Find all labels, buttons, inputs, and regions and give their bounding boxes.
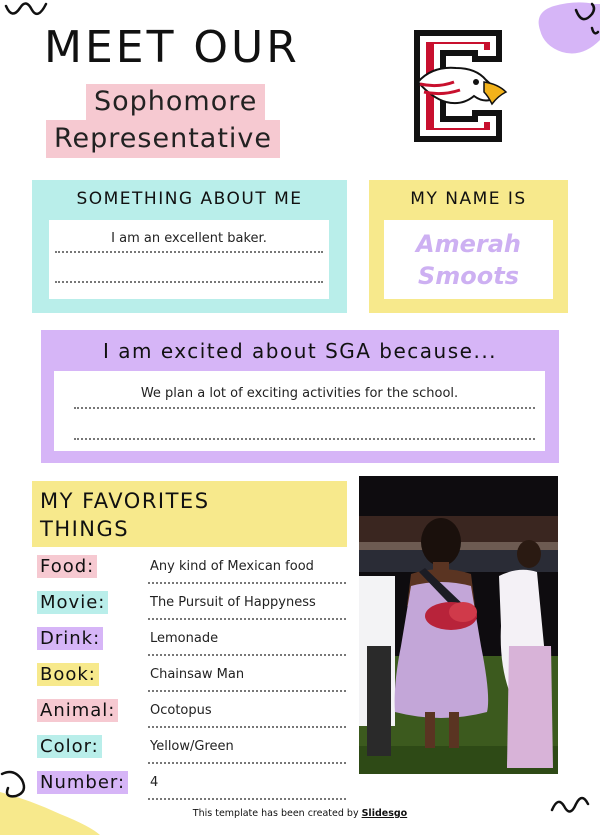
page-title: MEET OUR bbox=[44, 22, 300, 73]
dotted-line bbox=[148, 654, 346, 656]
footer bbox=[0, 808, 600, 819]
first-name: Amerah bbox=[416, 230, 521, 258]
purple-blob-icon bbox=[532, 0, 600, 58]
favorite-value: 4 bbox=[150, 775, 159, 790]
dotted-line bbox=[148, 726, 346, 728]
sga-text: We plan a lot of exciting activities for the school. bbox=[140, 386, 459, 401]
dotted-line bbox=[74, 438, 535, 440]
eagle-logo bbox=[402, 22, 514, 150]
about-text-box bbox=[49, 220, 329, 299]
favorite-label: Movie: bbox=[37, 591, 108, 614]
last-name: Smoots bbox=[417, 262, 520, 290]
favorite-value: Chainsaw Man bbox=[150, 667, 245, 682]
dotted-line bbox=[55, 281, 323, 283]
favorite-value: Ocotopus bbox=[150, 703, 212, 718]
dotted-line bbox=[148, 582, 346, 584]
favorite-label: Food: bbox=[37, 555, 97, 578]
name-card bbox=[369, 180, 568, 313]
dotted-line bbox=[148, 690, 346, 692]
favorite-label: Color: bbox=[37, 735, 102, 758]
favorites-heading-line2: THINGS bbox=[40, 517, 130, 541]
favorites-heading-box bbox=[32, 481, 347, 547]
name-box bbox=[384, 220, 553, 299]
favorites-heading-line1: MY FAVORITES bbox=[40, 489, 210, 513]
favorite-value: Yellow/Green bbox=[150, 739, 234, 754]
favorite-label: Book: bbox=[37, 663, 99, 686]
sga-text-box bbox=[54, 371, 545, 451]
favorite-value: Any kind of Mexican food bbox=[150, 559, 314, 574]
about-text: I am an excellent baker. bbox=[111, 231, 267, 246]
dotted-line bbox=[148, 798, 346, 800]
dotted-line bbox=[148, 618, 346, 620]
favorite-label: Number: bbox=[37, 771, 128, 794]
dotted-line bbox=[74, 407, 535, 409]
about-heading: SOMETHING ABOUT ME bbox=[76, 189, 303, 209]
dotted-line bbox=[55, 251, 323, 253]
dotted-line bbox=[148, 762, 346, 764]
favorite-label: Drink: bbox=[37, 627, 103, 650]
subtitle-line1: Sophomore bbox=[86, 84, 265, 120]
footer-text: This template has been created by bbox=[192, 808, 362, 819]
footer-link[interactable]: Slidesgo bbox=[361, 808, 408, 819]
student-photo bbox=[359, 476, 558, 774]
name-heading: MY NAME IS bbox=[410, 189, 527, 209]
sga-card bbox=[41, 330, 559, 463]
favorite-value: Lemonade bbox=[150, 631, 219, 646]
squiggle-top-left-icon bbox=[4, 0, 50, 22]
about-card bbox=[32, 180, 347, 313]
favorite-value: The Pursuit of Happyness bbox=[150, 595, 316, 610]
sga-heading: I am excited about SGA because... bbox=[102, 339, 498, 363]
favorite-label: Animal: bbox=[37, 699, 118, 722]
subtitle-line2: Representative bbox=[46, 120, 280, 158]
